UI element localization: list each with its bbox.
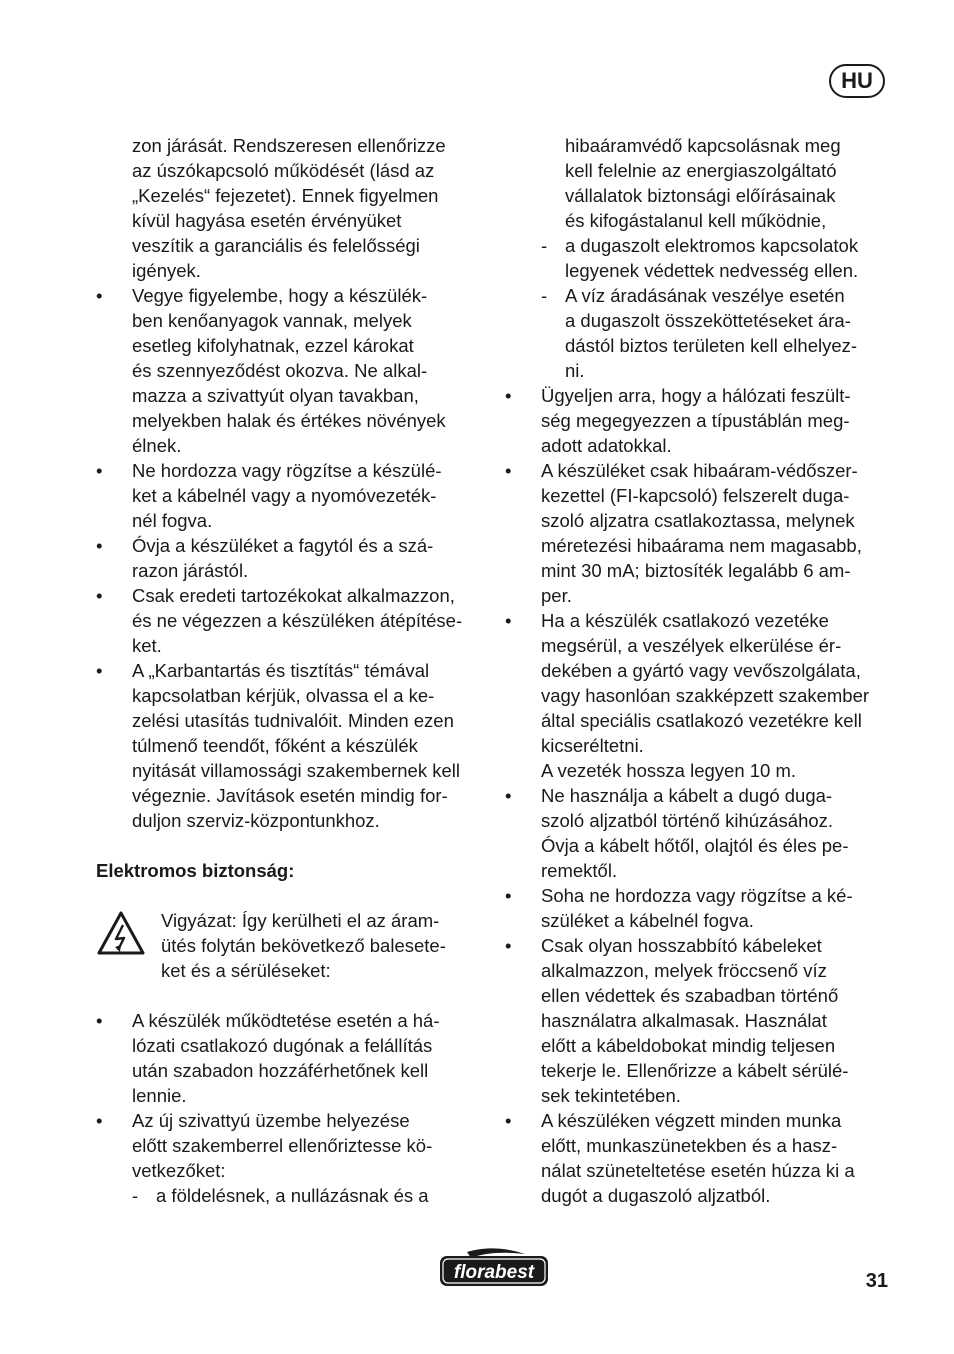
text-line: használatra alkalmasak. Használat [541,1010,827,1031]
bullet-item: • Ügyeljen arra, hogy a hálózati feszült- [505,383,895,408]
bullet-item: • Az új szivattyú üzembe helyezése [96,1108,486,1133]
section-heading: Elektromos biztonság: [96,860,295,881]
text-line: melyekben halak és értékes növények [132,410,446,431]
text-line: élnek. [132,435,182,456]
spacer [96,833,486,858]
spacer [96,883,486,908]
text-line: ség megegyezzen a típustáblán meg- [541,410,850,431]
text-line: adott adatokkal. [541,435,672,456]
bullet-item: • Vegye figyelembe, hogy a készülék- [96,283,486,308]
text-line: zelési utasítás tudnivalóit. Minden ezen [132,710,454,731]
sub-item: - A víz áradásának veszélye esetén [505,283,895,308]
text-line: veszítik a garanciális és felelősségi [132,235,420,256]
text-line: dugót a dugaszoló aljzatból. [541,1185,771,1206]
warning-line: ket és a sérüléseket: [161,960,331,981]
bullet-item: • A készülék működtetése esetén a há- [96,1008,486,1033]
text-line: zon járását. Rendszeresen ellenőrizze [132,135,446,156]
text-line: nél fogva. [132,510,213,531]
text-line: által speciális csatlakozó vezetékre kell [541,710,862,731]
text-line: vagy hasonlóan szakképzett szakember [541,685,870,706]
logo-text: florabest [453,1262,535,1283]
sub-item-line: vállalatok biztonsági előírásainak [565,185,836,206]
text-line: szoló aljzatra csatlakoztassa, melynek [541,510,855,531]
text-line: remektől. [541,860,618,881]
text-line: sek tekintetében. [541,1085,681,1106]
text-line: mint 30 mA; biztosíték legalább 6 am- [541,560,851,581]
bullet-item: • A készüléket csak hibaáram-védőszer- [505,458,895,483]
sub-item-line: legyenek védettek nedvesség ellen. [565,260,859,281]
bullet-item: • Csak olyan hosszabbító kábeleket [505,933,895,958]
text-line: kapcsolatban kérjük, olvassa el a ke- [132,685,435,706]
text-line: „Kezelés“ fejezetet). Ennek figyelmen [132,185,439,206]
sub-item-line: kell felelnie az energiaszolgáltató [565,160,837,181]
text-line: előtt a kábeldobokat mindig teljesen [541,1035,836,1056]
text-line: szoló aljzatból történő kihúzásához. [541,810,834,831]
bullet-item: • Soha ne hordozza vagy rögzítse a ké- [505,883,895,908]
warning-block [96,908,486,983]
text-line: per. [541,585,572,606]
electric-shock-warning-icon [96,910,146,956]
text-line: vetkezőket: [132,1160,226,1181]
sub-item-line: dástól biztos területen kell elhelyez- [565,335,858,356]
bullet-item: • Ne hordozza vagy rögzítse a készülé- [96,458,486,483]
text-line: lózati csatlakozó dugónak a felállítás [132,1035,433,1056]
text-line: előtt, munkaszünetekben és a hasz- [541,1135,838,1156]
bullet-item: • Ha a készülék csatlakozó vezetéke [505,608,895,633]
text-line: és ne végezzen a készüléken átépítése- [132,610,463,631]
language-badge: HU [829,64,885,98]
warning-line: ütés folytán bekövetkező balesete- [161,935,446,956]
text-line: lennie. [132,1085,187,1106]
text-line: duljon szerviz-központunkhoz. [132,810,380,831]
text-line: ket. [132,635,162,656]
florabest-logo [437,1244,551,1288]
text-line: dekében a gyártó vagy vevőszolgálata, [541,660,861,681]
text-line: igények. [132,260,201,281]
text-line: az úszókapcsoló működését (lásd az [132,160,435,181]
text-line: Óvja a kábelt hőtől, olajtól és éles pe- [541,835,849,856]
warning-text [161,908,446,983]
text-line: méretezési hibaárama nem magasabb, [541,535,862,556]
sub-item: - a dugaszolt elektromos kapcsolatok [505,233,895,258]
text-line: kicseréltetni. [541,735,644,756]
page-number: 31 [865,1270,888,1292]
bullet-item: • Ne használja a kábelt a dugó duga- [505,783,895,808]
text-line: túlmenő teendőt, főként a készülék [132,735,418,756]
text-line: mazza a szivattyút olyan tavakban, [132,385,419,406]
bullet-item: • Csak eredeti tartozékokat alkalmazzon, [96,583,486,608]
bullet-item: • A készüléken végzett minden munka [505,1108,895,1133]
sub-item-line: és kifogástalanul kell működnie, [565,210,827,231]
text-line: A vezeték hossza legyen 10 m. [541,760,797,781]
right-column [505,133,895,1208]
text-line: szüléket a kábelnél fogva. [541,910,754,931]
warning-line: Vigyázat: Így kerülheti el az áram- [161,910,440,931]
sub-item-line: a dugaszolt összeköttetéseket ára- [565,310,851,331]
text-line: ben kenőanyagok vannak, melyek [132,310,412,331]
text-line: és szennyeződést okozva. Ne alkal- [132,360,428,381]
bullet-item: • A „Karbantartás és tisztítás“ témával [96,658,486,683]
sub-item-line: ni. [565,360,585,381]
text-line: kívül hagyása esetén érvényüket [132,210,402,231]
bullet-item: • Óvja a készüléket a fagytól és a szá- [96,533,486,558]
text-line: előtt szakemberrel ellenőriztesse kö- [132,1135,433,1156]
text-line: végeznie. Javítások esetén mindig for- [132,785,448,806]
sub-item: - a földelésnek, a nullázásnak és a [96,1183,486,1208]
text-line: alkalmazzon, melyek fröccsenő víz [541,960,827,981]
text-line: megsérül, a veszélyek elkerülése ér- [541,635,842,656]
sub-item-line: hibaáramvédő kapcsolásnak meg [565,135,841,156]
text-line: razon járástól. [132,560,249,581]
text-line: ket a kábelnél vagy a nyomóvezeték- [132,485,437,506]
text-line: esetleg kifolyhatnak, ezzel károkat [132,335,414,356]
text-line: tekerje le. Ellenőrizze a kábelt sérülé- [541,1060,849,1081]
text-line: után szabadon hozzáférhetőnek kell [132,1060,429,1081]
left-column [96,133,486,1208]
text-line: nyitását villamossági szakembernek kell [132,760,460,781]
text-line: kezettel (FI-kapcsoló) felszerelt duga- [541,485,850,506]
spacer [96,983,486,1008]
text-line: ellen védettek és szabadban történő [541,985,839,1006]
text-line: nálat szüneteltetése esetén húzza ki a [541,1160,855,1181]
